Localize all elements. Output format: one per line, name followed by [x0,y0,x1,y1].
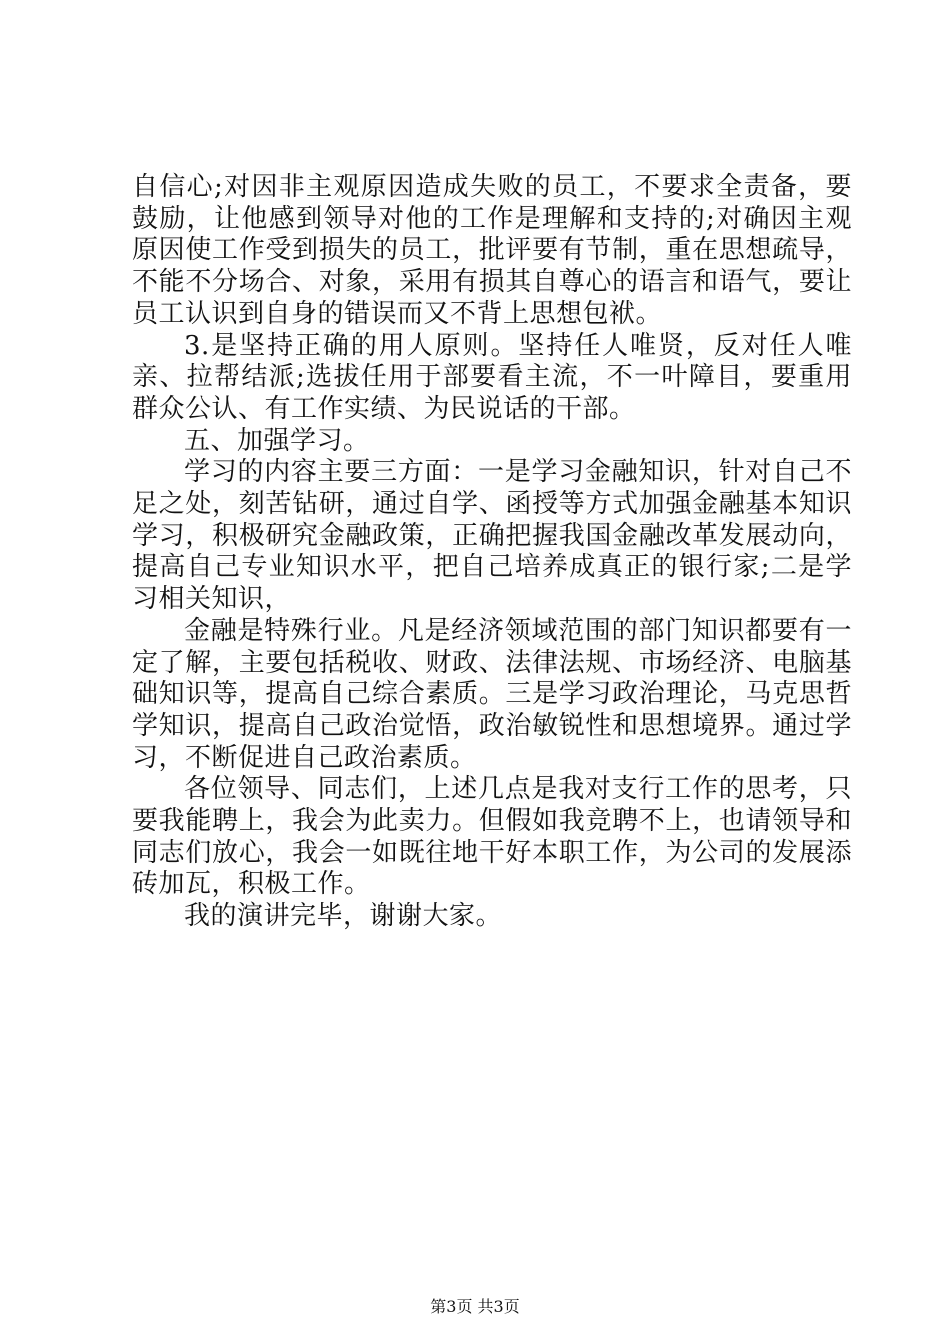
paragraph-continuation: 自信心;对因非主观原因造成失败的员工，不要求全责备，要鼓励，让他感到领导对他的工作是理解和支持的;对确因主观原因使工作受到损失的员工，批评要有节制，重在思想疏导，不能不分场合、对象，采用有损其自尊心的语言和语气，要让员工认识到自身的错误而又不背上思想包袱。 [132,172,852,329]
paragraph-closing-remarks: 各位领导、同志们，上述几点是我对支行工作的思考，只要我能聘上，我会为此卖力。但假如我竞聘不上，也请领导和同志们放心，我会一如既往地干好本职工作，为公司的发展添砖加瓦，积极工作。 [132,774,852,900]
paragraph-principle-3: 3.是坚持正确的用人原则。坚持任人唯贤，反对任人唯亲、拉帮结派;选拔任用于部要看主流，不一叶障目，要重用群众公认、有工作实绩、为民说话的干部。 [132,330,852,424]
paragraph-thanks: 我的演讲完毕，谢谢大家。 [184,901,503,932]
page-number-footer: 第3页 共3页 [430,1297,520,1316]
section-heading-study: 五、加强学习。 [184,425,370,456]
paragraph-finance-industry: 金融是特殊行业。凡是经济领域范围的部门知识都要有一定了解，主要包括税收、财政、法律法规、市场经济、电脑基础知识等，提高自己综合素质。三是学习政治理论，马克思哲学知识，提高自己政治觉悟，政治敏锐性和思想境界。通过学习，不断促进自己政治素质。 [132,615,852,773]
paragraph-study-content: 学习的内容主要三方面：一是学习金融知识，针对自己不足之处，刻苦钻研，通过自学、函授等方式加强金融基本知识学习，积极研究金融政策，正确把握我国金融改革发展动向，提高自己专业知识水平，把自己培养成真正的银行家;二是学习相关知识， [132,457,852,615]
document-body [132,172,852,933]
